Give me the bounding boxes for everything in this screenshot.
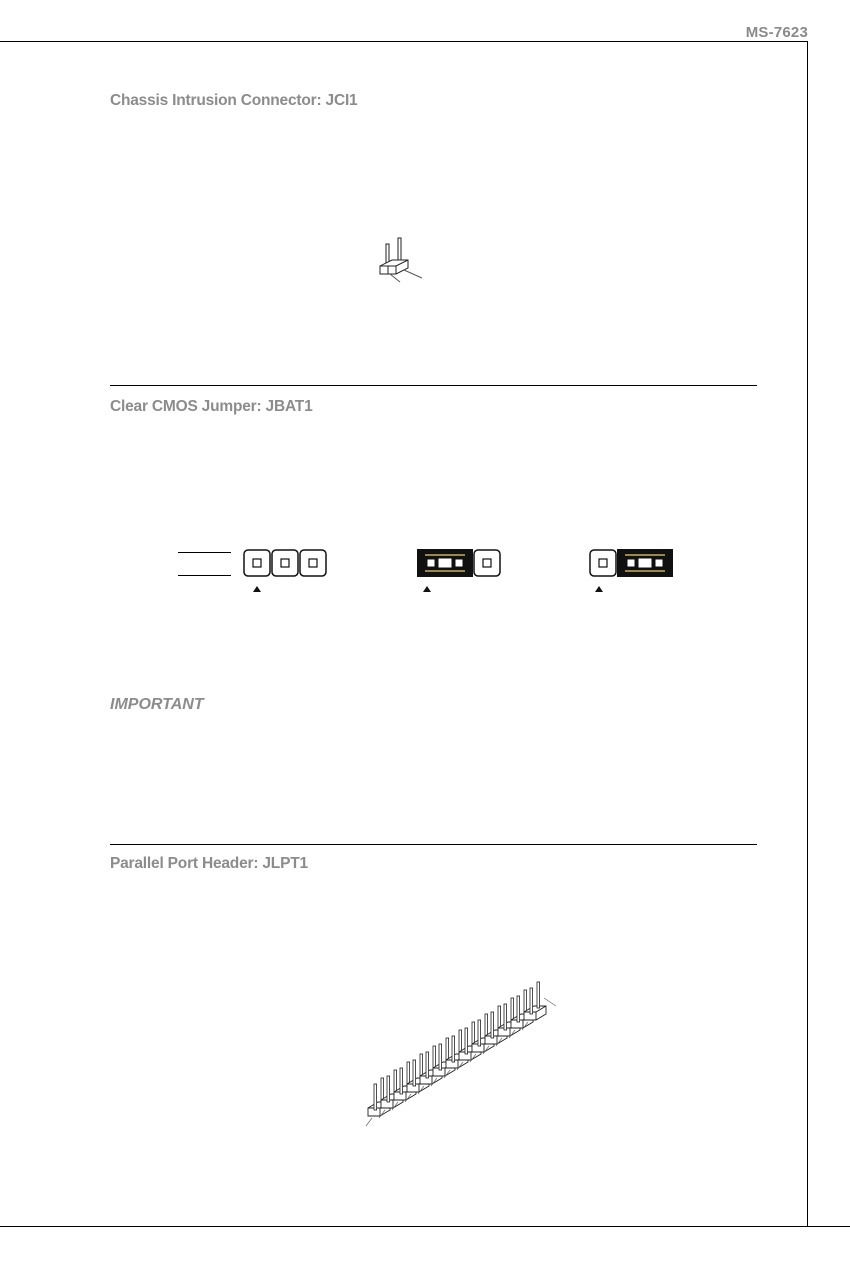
section-title-jlpt1: Parallel Port Header: JLPT1 [110, 855, 308, 872]
top-rule [0, 41, 808, 42]
right-rule [807, 41, 808, 1227]
two-pin-header-icon [370, 238, 440, 298]
important-label: IMPORTANT [110, 696, 204, 713]
section-title-jbat1: Clear CMOS Jumper: JBAT1 [110, 398, 313, 415]
legend-line-top [178, 552, 231, 553]
section-divider-1 [110, 385, 757, 386]
jumper-cap-1-2-icon [417, 549, 503, 595]
legend-line-bottom [178, 575, 231, 576]
three-pin-jumper-icon [243, 549, 329, 595]
bottom-rule [0, 1226, 850, 1227]
jumper-cap-2-3-icon [589, 549, 675, 595]
section-title-jci1: Chassis Intrusion Connector: JCI1 [110, 92, 358, 109]
section-divider-2 [110, 844, 757, 845]
header-pins [366, 982, 556, 1126]
26-pin-header-icon [330, 990, 570, 1140]
page-model-number: MS-7623 [745, 24, 808, 41]
